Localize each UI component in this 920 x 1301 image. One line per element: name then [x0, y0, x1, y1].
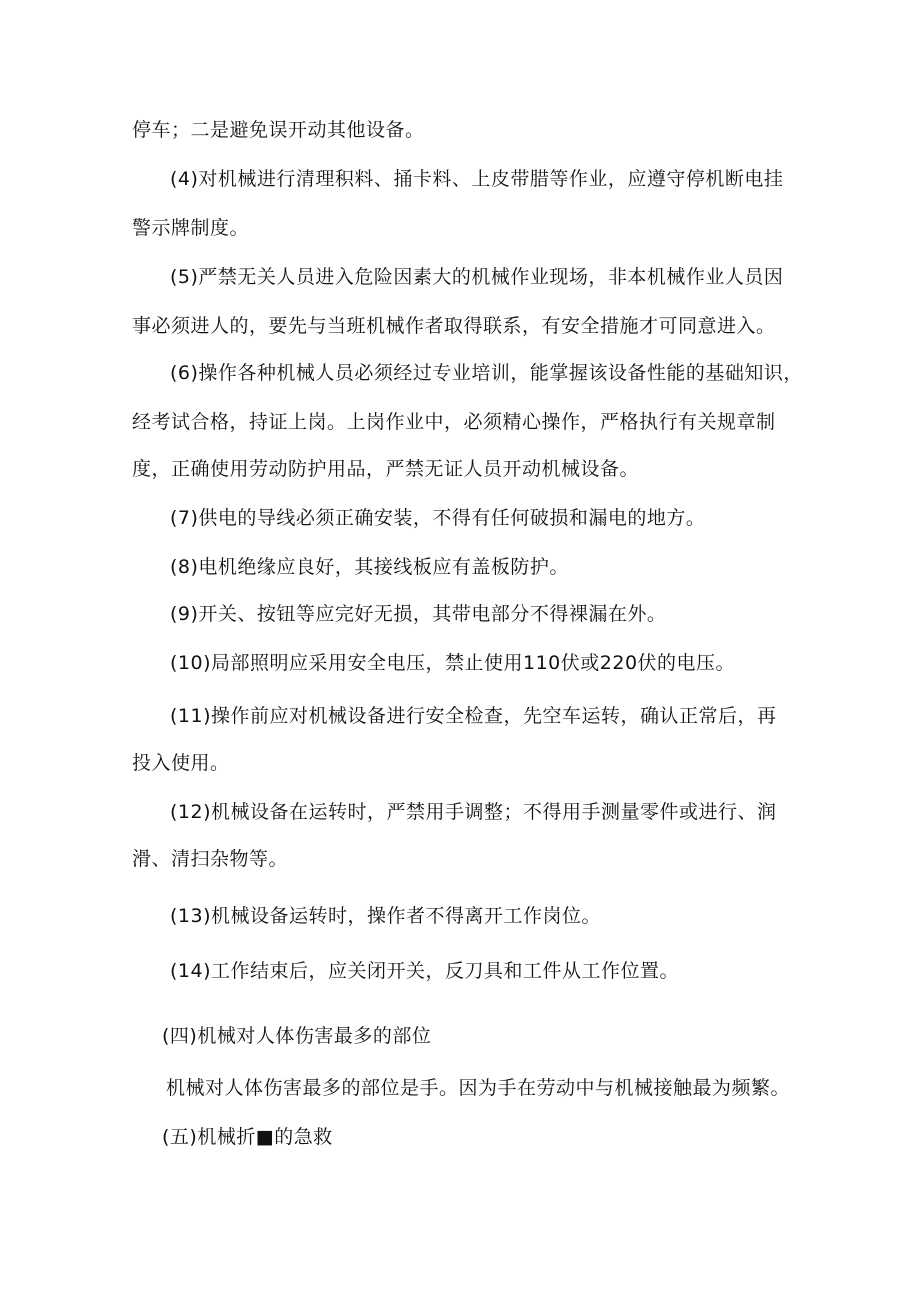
text-line: (12)机械设备在运转时，严禁用手调整；不得用手测量零件或进行、润 [170, 801, 777, 823]
text-line: 停车；二是避免误开动其他设备。 [132, 119, 425, 141]
text-line: (9)开关、按钮等应完好无损，其带电部分不得裸漏在外。 [170, 603, 667, 625]
section-heading: (四)机械对人体伤害最多的部位 [162, 1025, 432, 1047]
section-heading: (五)机械折■的急救 [162, 1126, 333, 1148]
text-line: 度，正确使用劳动防护用品，严禁无证人员开动机械设备。 [132, 458, 640, 480]
text-line: (5)严禁无关人员进入危险因素大的机械作业现场，非本机械作业人员因 [170, 266, 784, 288]
text-line: (11)操作前应对机械设备进行安全检查，先空车运转，确认正常后，再 [170, 705, 777, 727]
text-line: (10)局部照明应采用安全电压，禁止使用110伏或220伏的电压。 [170, 652, 736, 674]
text-line: (6)操作各种机械人员必须经过专业培训，能掌握该设备性能的基础知识， [170, 362, 803, 384]
text-line: 事必须进人的，要先与当班机械作者取得联系，有安全措施才可同意进入。 [132, 315, 776, 337]
text-line: (4)对机械进行清理积料、捅卡料、上皮带腊等作业，应遵守停机断电挂 [170, 168, 784, 190]
text-line: (13)机械设备运转时，操作者不得离开工作岗位。 [170, 905, 602, 927]
text-line: (14)工作结束后，应关闭开关，反刀具和工件从工作位置。 [170, 960, 680, 982]
text-line: 机械对人体伤害最多的部位是手。因为手在劳动中与机械接触最为频繁。 [166, 1077, 791, 1099]
text-line: 警示牌制度。 [132, 217, 250, 239]
text-line: 滑、清扫杂物等。 [132, 848, 289, 870]
text-line: (8)电机绝缘应良好，其接线板应有盖板防护。 [170, 556, 569, 578]
text-line: (7)供电的导线必须正确安装，不得有任何破损和漏电的地方。 [170, 507, 706, 529]
text-line: 经考试合格，持证上岗。上岗作业中，必须精心操作，严格执行有关规章制 [132, 411, 776, 433]
text-line: 投入使用。 [132, 752, 230, 774]
